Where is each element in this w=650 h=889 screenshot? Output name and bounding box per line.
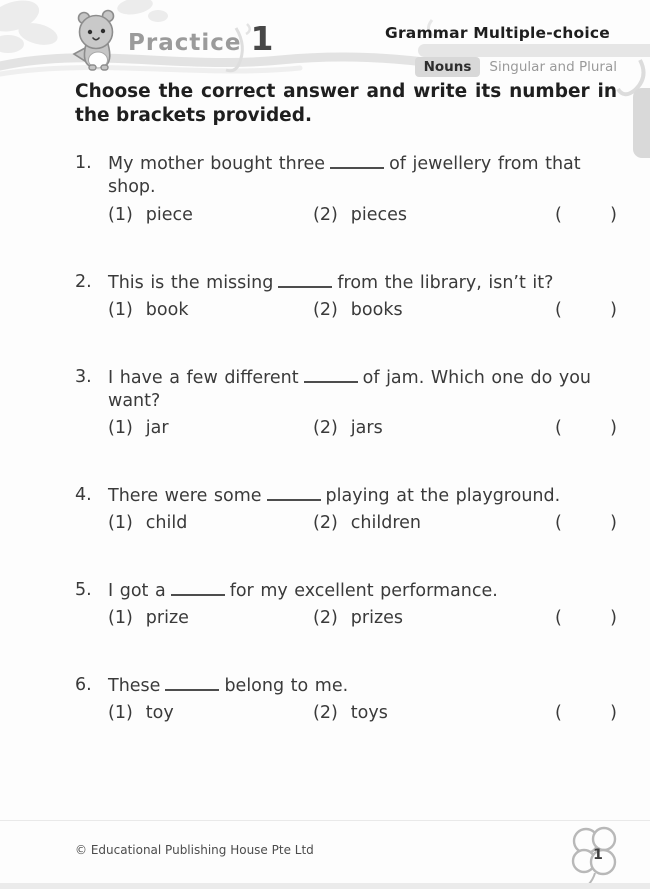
answer-brackets xyxy=(555,205,617,225)
question-sentence xyxy=(108,367,617,413)
bracket-close: ) xyxy=(610,299,617,320)
sentence-before-blank: I got a xyxy=(108,580,166,601)
option-1-label: book xyxy=(145,299,189,320)
option-1 xyxy=(108,418,313,438)
answer-brackets xyxy=(555,513,617,533)
footer-divider xyxy=(0,820,650,821)
header-swoosh-bar xyxy=(418,44,650,57)
option-1-number: (1) xyxy=(108,512,133,533)
page-edge-tab xyxy=(633,88,650,158)
option-2-label: toys xyxy=(350,703,388,724)
option-2-number: (2) xyxy=(313,417,338,438)
sentence-after-blank: of jewellery from that shop. xyxy=(108,154,581,198)
question-content xyxy=(108,153,617,224)
option-1-label: jar xyxy=(145,417,169,438)
instructions-text: Choose the correct answer and write its number in the brackets provided. xyxy=(75,81,617,126)
option-2 xyxy=(313,513,555,533)
page-number: 1 xyxy=(593,847,603,863)
practice-label: Practice xyxy=(128,30,242,56)
sentence-after-blank: of jam. Which one do you want? xyxy=(108,367,592,411)
question-number: 4. xyxy=(75,484,92,505)
question-content xyxy=(108,272,617,320)
question-number: 2. xyxy=(75,271,92,292)
practice-number: 1 xyxy=(250,19,274,58)
question-sentence xyxy=(108,485,617,508)
option-2-number: (2) xyxy=(313,608,338,628)
sentence-after-blank: playing at the playground. xyxy=(325,485,561,506)
question-number: 3. xyxy=(75,366,92,387)
fill-in-blank xyxy=(278,273,332,288)
fill-in-blank xyxy=(304,368,358,383)
hippo-mascot-icon xyxy=(58,8,124,72)
bracket-open: ( xyxy=(555,204,562,225)
option-2 xyxy=(313,703,555,723)
option-1-number: (1) xyxy=(108,204,133,225)
option-2 xyxy=(313,418,555,438)
fill-in-blank xyxy=(267,486,321,501)
option-1-number: (1) xyxy=(108,703,133,724)
option-1-label: toy xyxy=(145,703,174,724)
worksheet-body xyxy=(75,80,617,770)
question-options xyxy=(108,418,617,438)
question-sentence xyxy=(108,580,617,603)
fill-in-blank xyxy=(165,676,219,691)
sentence-before-blank: This is the missing xyxy=(108,272,274,293)
question-content xyxy=(108,367,617,438)
option-1-label: prize xyxy=(145,608,189,628)
bracket-open: ( xyxy=(555,703,562,724)
question-options xyxy=(108,513,617,533)
topic-subtitle: Singular and Plural xyxy=(489,59,617,75)
question-content xyxy=(108,485,617,533)
fill-in-blank xyxy=(171,581,225,596)
answer-brackets xyxy=(555,608,617,628)
question-number: 1. xyxy=(75,153,92,174)
copyright-text: © Educational Publishing House Pte Ltd xyxy=(75,843,314,857)
bracket-close: ) xyxy=(610,512,617,533)
option-1 xyxy=(108,300,313,320)
subject-title: Grammar Multiple-choice xyxy=(385,24,610,42)
bracket-open: ( xyxy=(555,608,562,628)
option-1-label: child xyxy=(145,512,188,533)
question-item xyxy=(75,272,617,320)
question-item xyxy=(75,485,617,533)
bracket-close: ) xyxy=(610,703,617,724)
answer-brackets xyxy=(555,703,617,723)
option-1 xyxy=(108,513,313,533)
bracket-open: ( xyxy=(555,299,562,320)
option-1-number: (1) xyxy=(108,299,133,320)
clover-page-marker-icon xyxy=(565,824,623,886)
page-bottom-edge xyxy=(0,883,650,889)
question-item xyxy=(75,367,617,438)
option-2-number: (2) xyxy=(313,703,338,724)
question-options xyxy=(108,703,617,723)
option-2 xyxy=(313,205,555,225)
option-1 xyxy=(108,703,313,723)
topic-row xyxy=(415,57,617,77)
practice-title xyxy=(128,19,274,58)
question-content xyxy=(108,580,617,628)
option-2-label: jars xyxy=(350,417,383,438)
sentence-after-blank: belong to me. xyxy=(224,676,349,696)
question-sentence xyxy=(108,675,617,698)
bracket-close: ) xyxy=(610,608,617,628)
option-1-number: (1) xyxy=(108,417,133,438)
question-number: 6. xyxy=(75,675,92,695)
option-1-label: piece xyxy=(145,204,193,225)
option-2-number: (2) xyxy=(313,299,338,320)
question-options xyxy=(108,608,617,628)
option-1 xyxy=(108,608,313,628)
option-2-label: pieces xyxy=(350,204,408,225)
question-sentence xyxy=(108,153,617,199)
option-2-number: (2) xyxy=(313,512,338,533)
question-content xyxy=(108,675,617,723)
topic-badge: Nouns xyxy=(415,57,481,77)
question-item xyxy=(75,580,617,628)
option-2-label: children xyxy=(350,512,422,533)
sentence-before-blank: These xyxy=(108,676,161,696)
option-2 xyxy=(313,608,555,628)
answer-brackets xyxy=(555,300,617,320)
option-2-label: books xyxy=(350,299,403,320)
question-list xyxy=(75,153,617,723)
sentence-after-blank: for my excellent performance. xyxy=(229,580,498,601)
question-options xyxy=(108,205,617,225)
question-item xyxy=(75,153,617,224)
question-number: 5. xyxy=(75,579,92,600)
bracket-close: ) xyxy=(610,204,617,225)
question-item xyxy=(75,675,617,723)
sentence-before-blank: There were some xyxy=(108,485,262,506)
option-1 xyxy=(108,205,313,225)
sentence-before-blank: I have a few different xyxy=(108,367,299,388)
sentence-before-blank: My mother bought three xyxy=(108,154,326,175)
bracket-open: ( xyxy=(555,512,562,533)
answer-brackets xyxy=(555,418,617,438)
option-2-number: (2) xyxy=(313,204,338,225)
bracket-open: ( xyxy=(555,417,562,438)
question-sentence xyxy=(108,272,617,295)
fill-in-blank xyxy=(330,154,384,169)
option-1-number: (1) xyxy=(108,608,133,628)
sentence-after-blank: from the library, isn’t it? xyxy=(337,272,554,293)
option-2-label: prizes xyxy=(350,608,404,628)
question-options xyxy=(108,300,617,320)
bracket-close: ) xyxy=(610,417,617,438)
option-2 xyxy=(313,300,555,320)
